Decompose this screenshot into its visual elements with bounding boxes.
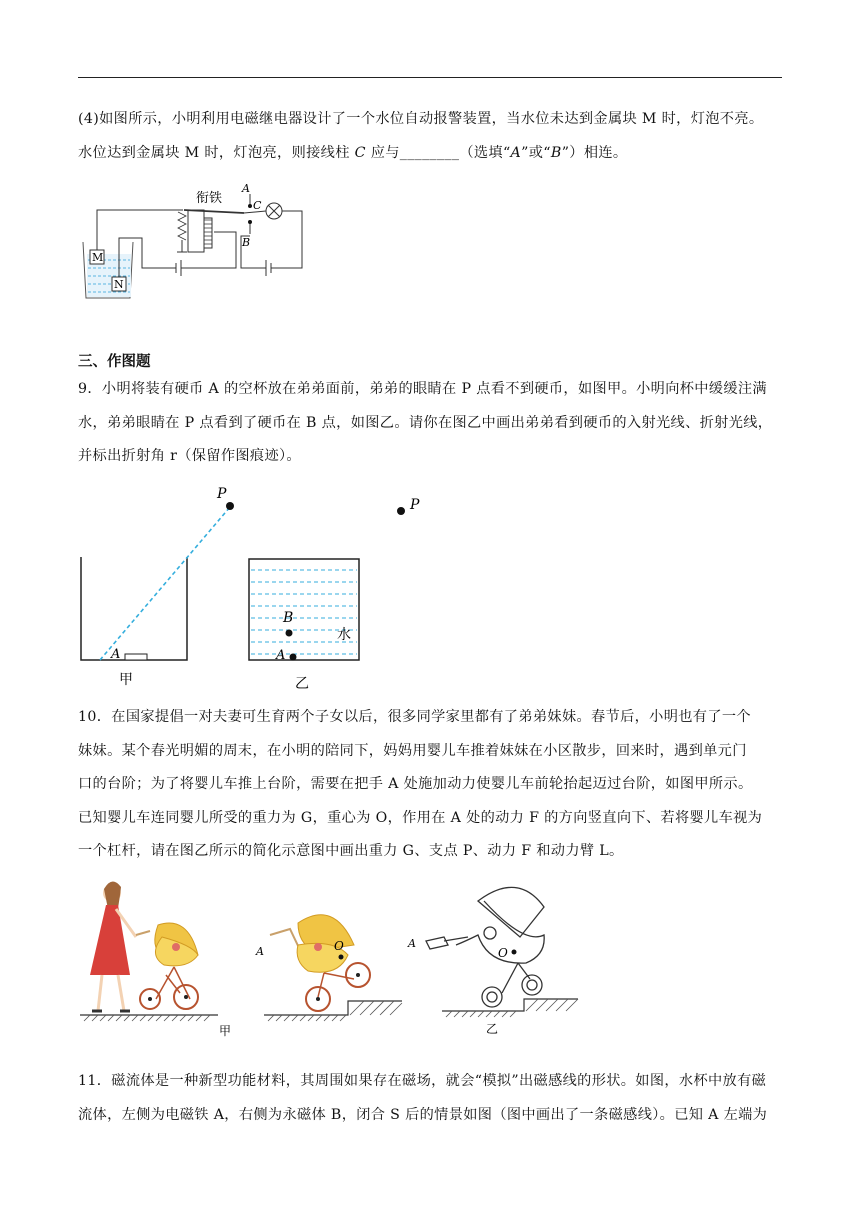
empty-cup [81, 557, 187, 660]
ground-with-step [264, 1001, 402, 1021]
eye-point-p-yi [397, 507, 405, 515]
point-a [290, 654, 297, 661]
point-b [286, 630, 293, 637]
stroller-outline [426, 887, 544, 1007]
label-a-jia: A [111, 647, 121, 662]
sight-line [100, 507, 230, 660]
q10-line2: 妹妹。某个春光明媚的周末，在小明的陪同下，妈妈用婴儿车推着妹妹在小区散步，回来时，遇到单元门 [78, 743, 747, 759]
q11-line1: 11．磁流体是一种新型功能材料，其周围如果存在磁场，就会“模拟”出磁感线的形状。如图，水杯中放有磁 [78, 1073, 767, 1089]
center-of-gravity-o [512, 950, 517, 955]
label-m: M [92, 251, 104, 264]
water-cup [249, 559, 359, 660]
caption-yi: 乙 [295, 676, 309, 692]
q10-line1: 10．在国家提倡一对夫妻可生育两个子女以后，很多同学家里都有了弟弟妹妹。春节后，小明也有了一个 [78, 709, 751, 725]
label-p-yi: P [410, 497, 420, 513]
stroller-figure [78, 875, 588, 1038]
q11-line2: 流体，左侧为电磁铁 A，右侧为永磁体 B，闭合 S 后的情景如图（图中画出了一条磁感线）。已知 A 左端为 [78, 1107, 768, 1123]
q10-line4: 已知婴儿车连同婴儿所受的重力为 G，重心为 O，作用在 A 处的动力 F 的方向竖直向下、若将婴儿车视为 [78, 810, 763, 826]
label-n: N [114, 278, 124, 291]
caption-yi-10: 乙 [486, 1022, 499, 1036]
label-b-yi: B [283, 610, 294, 626]
contact-a-label: A [242, 182, 250, 195]
contact-b-label: B [242, 236, 251, 249]
q10-line5: 一个杠杆，请在图乙所示的简化示意图中画出重力 G、支点 P、动力 F 和动力臂 L。 [78, 843, 624, 859]
q8-part4-line1: (4)如图所示，小明利用电磁继电器设计了一个水位自动报警装置，当水位未达到金属块 M 时，灯泡不亮。 [78, 111, 764, 127]
header-rule [78, 77, 782, 78]
caption-jia: 甲 [119, 672, 133, 688]
terminal-c-label: C [253, 199, 262, 212]
label-p-jia: P [217, 486, 227, 502]
label-a-tilted: A [256, 945, 264, 958]
q9-line3: 并标出折射角 r（保留作图痕迹）。 [78, 448, 301, 464]
armature-label: 衔铁 [196, 191, 223, 206]
label-water: 水 [337, 627, 351, 643]
caption-jia-10: 甲 [219, 1024, 232, 1038]
woman-illustration [90, 881, 136, 1011]
q8-part4-line2: 水位达到金属块 M 时，灯泡亮，则接线柱 C 应与________（选填“A”或“B”）相连。 [78, 145, 628, 161]
ground-step-yi [442, 999, 578, 1017]
ground-left [80, 1015, 218, 1021]
relay-circuit-figure [78, 180, 318, 305]
stroller-jia [136, 923, 198, 1009]
q10-line3: 口的台阶；为了将婴儿车推上台阶，需要在把手 A 处施加动力使婴儿车前轮抬起迈过台阶，如图甲所示。 [78, 776, 753, 792]
armature [184, 210, 244, 213]
label-a-yi-10: A [408, 937, 416, 950]
eye-point-p [226, 502, 234, 510]
label-o-yi-10: O [498, 946, 508, 960]
q9-line2: 水，弟弟眼睛在 P 点看到了硬币在 B 点，如图乙。请你在图乙中画出弟弟看到硬币的入射光线、折射光线， [78, 415, 773, 431]
stroller-tilted [270, 915, 370, 1011]
label-a-yi: A [276, 648, 286, 663]
label-o-tilted: O [334, 939, 344, 953]
electromagnet [177, 210, 212, 252]
section-heading: 三、作图题 [78, 354, 151, 370]
coin-a [125, 654, 147, 660]
cup-figure [78, 482, 438, 692]
q9-line1: 9．小明将装有硬币 A 的空杯放在弟弟面前，弟弟的眼睛在 P 点看不到硬币，如图甲。小明向杯中缓缓注满 [78, 381, 767, 397]
answer-blank[interactable]: ________ [399, 145, 460, 161]
